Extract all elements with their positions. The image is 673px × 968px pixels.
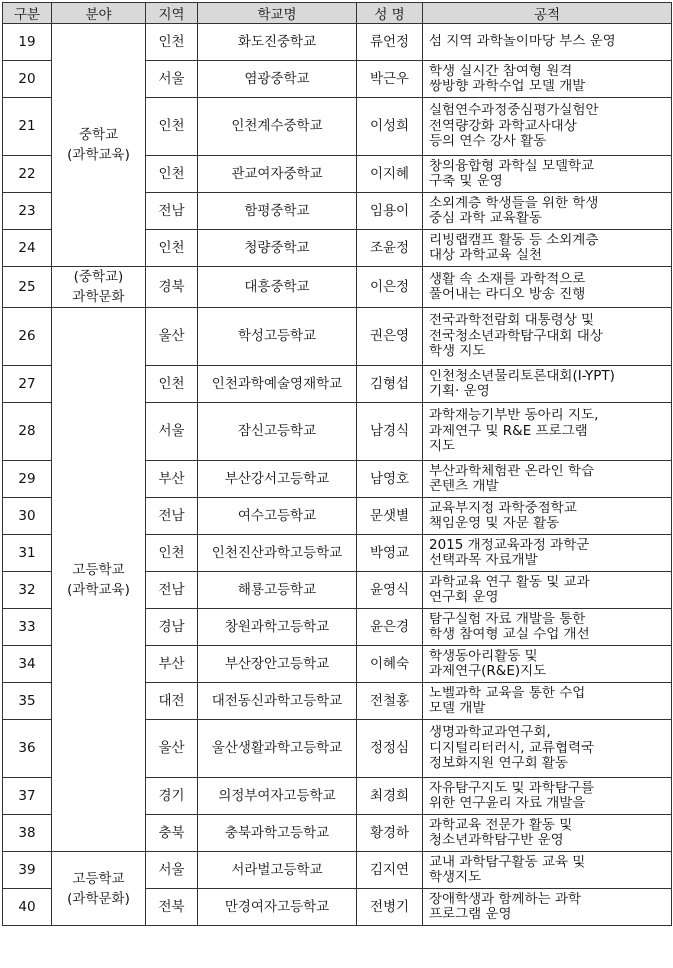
row-number: 31 [3,535,52,572]
field-category-line: (중학교) [73,269,124,285]
person-name-cell: 문샛별 [357,498,423,535]
region-cell: 서울 [146,61,198,98]
row-number: 19 [3,24,52,61]
school-name-cell: 만경여자고등학교 [198,889,357,926]
merit-line: 모델 개발 [429,701,486,716]
row-number: 35 [3,683,52,720]
field-category-line: (과학교육) [67,581,130,598]
region-cell: 전남 [146,572,198,609]
merit-cell [423,24,672,61]
school-name-cell: 여수고등학교 [198,498,357,535]
merit-line: 교내 과학탐구활동 교육 및 [429,854,586,870]
merit-line: 섬 지역 과학놀이마당 부스 운영 [429,34,616,50]
school-name-cell: 화도진중학교 [198,24,357,61]
merit-line: 학생지도 [429,870,482,885]
merit-cell [423,778,672,815]
school-name-cell: 학성고등학교 [198,308,357,366]
header-field: 분야 [52,3,146,24]
region-cell: 경기 [146,778,198,815]
person-name-cell: 이혜숙 [357,646,423,683]
school-name-cell: 인천과학예술영재학교 [198,366,357,403]
region-cell: 서울 [146,852,198,889]
merit-line: 탐구실험 자료 개발을 통한 [429,611,586,627]
header-row [3,3,672,24]
region-cell: 전남 [146,498,198,535]
school-name-cell: 충북과학고등학교 [198,815,357,852]
person-name-cell: 류언정 [357,24,423,61]
person-name-cell: 이은정 [357,267,423,308]
merit-line: 과학교육 연구 활동 및 교과 [429,574,590,590]
merit-line: 노벨과학 교육을 통한 수업 [429,685,586,701]
merit-line: 전역량강화 과학교사대상 [429,118,577,134]
row-number: 33 [3,609,52,646]
region-cell: 충북 [146,815,198,852]
school-name-cell: 서라벌고등학교 [198,852,357,889]
row-number: 36 [3,720,52,778]
header-region: 지역 [146,3,198,24]
person-name-cell: 남경식 [357,403,423,461]
merit-line: 과학교육 전문가 활동 및 [429,817,573,833]
merit-cell [423,267,672,308]
person-name-cell: 최경희 [357,778,423,815]
merit-line: 생명과학교과연구회, [429,725,551,741]
region-cell: 경북 [146,267,198,308]
school-name-cell: 관교여자중학교 [198,156,357,193]
merit-line: 풀어내는 라디오 방송 진행 [429,287,586,302]
table-row [3,267,672,308]
person-name-cell: 윤영식 [357,572,423,609]
school-name-cell: 대흥중학교 [198,267,357,308]
merit-cell [423,156,672,193]
row-number: 29 [3,461,52,498]
region-cell: 대전 [146,683,198,720]
header-name: 성 명 [357,3,423,24]
region-cell: 부산 [146,461,198,498]
merit-cell [423,193,672,230]
school-name-cell: 잠신고등학교 [198,403,357,461]
merit-line: 장애학생과 함께하는 과학 [429,891,582,907]
region-cell: 인천 [146,156,198,193]
merit-line: 학생 참여형 교실 수업 개선 [429,627,590,642]
person-name-cell: 정정심 [357,720,423,778]
merit-cell [423,646,672,683]
row-number: 21 [3,98,52,156]
region-cell: 경남 [146,609,198,646]
merit-line: 자유탐구지도 및 과학탐구를 [429,780,595,796]
region-cell: 울산 [146,720,198,778]
person-name-cell: 남영호 [357,461,423,498]
field-category-line: (과학문화) [67,890,130,907]
merit-line: 기획· 운영 [429,384,490,399]
region-cell: 인천 [146,366,198,403]
merit-cell [423,683,672,720]
row-number: 28 [3,403,52,461]
merit-line: 위한 연구윤리 자료 개발을 [429,796,586,811]
school-name-cell: 인천진산과학고등학교 [198,535,357,572]
merit-line: 부산과학체험관 온라인 학습 [429,463,595,479]
merit-cell [423,815,672,852]
row-number: 30 [3,498,52,535]
row-number: 24 [3,230,52,267]
merit-line: 리빙랩캠프 활동 등 소외계층 [429,232,599,248]
person-name-cell: 윤은경 [357,609,423,646]
merit-line: 전국과학전람회 대통령상 및 [429,313,595,329]
merit-line: 실험연수과정중심평가실험안 [429,103,599,119]
row-number: 39 [3,852,52,889]
merit-line: 콘텐츠 개발 [429,479,499,494]
school-name-cell: 해룡고등학교 [198,572,357,609]
merit-cell [423,461,672,498]
merit-line: 과제연구(R&E)지도 [429,664,547,679]
field-category [52,308,146,852]
school-name-cell: 의정부여자고등학교 [198,778,357,815]
field-category-line: 중학교 [78,127,119,143]
award-table [2,2,672,926]
person-name-cell: 이지혜 [357,156,423,193]
merit-line: 전국청소년과학탐구대회 대상 [429,328,603,344]
table-row [3,24,672,61]
person-name-cell: 임용이 [357,193,423,230]
region-cell: 부산 [146,646,198,683]
row-number: 34 [3,646,52,683]
merit-cell [423,889,672,926]
field-category [52,24,146,267]
header-merit: 공적 [423,3,672,24]
region-cell: 서울 [146,403,198,461]
merit-line: 쌍방향 과학수업 모델 개발 [429,79,586,94]
merit-line: 소외계층 학생들을 위한 학생 [429,195,599,211]
merit-line: 중심 과학 교육활동 [429,211,542,226]
header-category-no: 구분 [3,3,52,24]
field-category-line: 고등학교 [72,870,125,887]
field-category [52,852,146,926]
field-category-line: (과학교육) [67,147,130,163]
merit-line: 2015 개정교육과정 과학군 [429,537,590,553]
row-number: 25 [3,267,52,308]
merit-cell [423,572,672,609]
merit-line: 창의융합형 과학실 모델학교 [429,158,595,174]
person-name-cell: 전철홍 [357,683,423,720]
merit-cell [423,720,672,778]
merit-line: 프로그램 운영 [429,907,512,922]
row-number: 27 [3,366,52,403]
row-number: 20 [3,61,52,98]
person-name-cell: 김지연 [357,852,423,889]
field-category [52,267,146,308]
merit-line: 과학재능기부반 동아리 지도, [429,408,599,424]
merit-line: 학생 지도 [429,344,486,360]
table-row [3,308,672,366]
row-number: 38 [3,815,52,852]
row-number: 23 [3,193,52,230]
merit-line: 선택과목 자료개발 [429,553,538,568]
table-row [3,852,672,889]
table-body [3,24,672,926]
merit-cell [423,61,672,98]
person-name-cell: 황경하 [357,815,423,852]
merit-line: 연구회 운영 [429,590,499,605]
merit-line: 생활 속 소재를 과학적으로 [429,271,586,287]
region-cell: 전북 [146,889,198,926]
field-category-line: 과학문화 [72,289,125,305]
school-name-cell: 부산강서고등학교 [198,461,357,498]
person-name-cell: 김형섭 [357,366,423,403]
person-name-cell: 권은영 [357,308,423,366]
region-cell: 인천 [146,24,198,61]
merit-line: 지도 [429,439,456,455]
header-school: 학교명 [198,3,357,24]
merit-cell [423,498,672,535]
row-number: 22 [3,156,52,193]
person-name-cell: 조윤정 [357,230,423,267]
merit-line: 과제연구 및 R&E 프로그램 [429,423,588,439]
merit-cell [423,609,672,646]
school-name-cell: 함평중학교 [198,193,357,230]
region-cell: 인천 [146,535,198,572]
merit-cell [423,366,672,403]
merit-cell [423,852,672,889]
merit-line: 정보화지원 연구회 활동 [429,756,568,772]
person-name-cell: 박영교 [357,535,423,572]
merit-line: 청소년과학탐구반 운영 [429,833,564,848]
person-name-cell: 전병기 [357,889,423,926]
merit-line: 교육부지정 과학중점학교 [429,500,577,516]
merit-line: 학생 실시간 참여형 원격 [429,63,573,79]
merit-cell [423,403,672,461]
field-category-line: 고등학교 [72,561,125,578]
school-name-cell: 대전동신과학고등학교 [198,683,357,720]
region-cell: 전남 [146,193,198,230]
region-cell: 인천 [146,230,198,267]
row-number: 37 [3,778,52,815]
row-number: 26 [3,308,52,366]
merit-cell [423,230,672,267]
merit-line: 인천청소년물리토론대회(I-YPT) [429,368,615,384]
merit-line: 구축 및 운영 [429,174,503,189]
school-name-cell: 인천계수중학교 [198,98,357,156]
row-number: 32 [3,572,52,609]
school-name-cell: 창원과학고등학교 [198,609,357,646]
person-name-cell: 박근우 [357,61,423,98]
merit-cell [423,98,672,156]
merit-cell [423,308,672,366]
row-number: 40 [3,889,52,926]
merit-line: 디지털리터러시, 교류협력국 [429,740,595,756]
region-cell: 인천 [146,98,198,156]
school-name-cell: 청량중학교 [198,230,357,267]
merit-cell [423,535,672,572]
person-name-cell: 이성희 [357,98,423,156]
merit-line: 대상 과학교육 실천 [429,248,542,263]
merit-line: 책임운영 및 자문 활동 [429,516,560,531]
school-name-cell: 울산생활과학고등학교 [198,720,357,778]
school-name-cell: 염광중학교 [198,61,357,98]
merit-line: 학생동아리활동 및 [429,648,538,664]
merit-line: 등의 연수 강사 활동 [429,134,547,150]
school-name-cell: 부산장안고등학교 [198,646,357,683]
region-cell: 울산 [146,308,198,366]
